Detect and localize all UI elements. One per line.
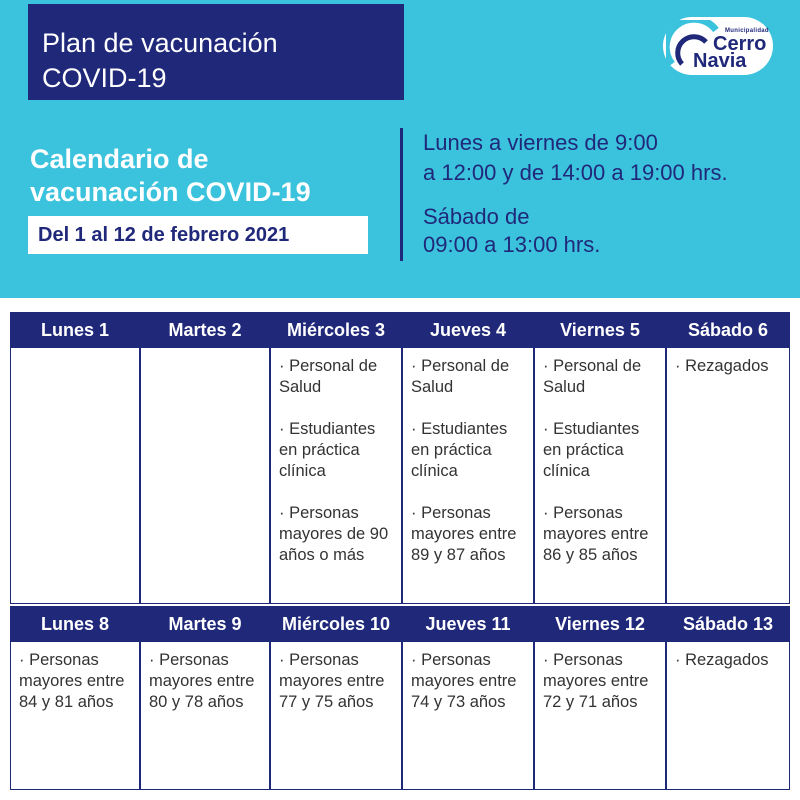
day-cell (402, 642, 534, 790)
page-title-line2: COVID-19 (42, 63, 167, 93)
day-column (140, 312, 270, 790)
day-cell (270, 348, 402, 604)
calendar-title-line1: Calendario de (30, 144, 209, 174)
weekday-hours-line2: a 12:00 y de 14:00 a 19:00 hrs. (423, 160, 728, 185)
day-cell (534, 642, 666, 790)
day-column (666, 312, 790, 790)
day-header: Sábado 6 (666, 312, 790, 348)
schedule-item: · Personas mayores entre 80 y 78 años (149, 651, 255, 711)
day-header: Martes 2 (140, 312, 270, 348)
saturday-hours (423, 203, 600, 259)
schedule-item: · Estudiantes en práctica clínica (279, 420, 376, 480)
saturday-hours-line2: 09:00 a 13:00 hrs. (423, 232, 601, 257)
day-header: Martes 9 (140, 606, 270, 642)
weekday-hours-line1: Lunes a viernes de 9:00 (423, 130, 658, 155)
schedule-item: · Personas mayores entre 84 y 81 años (19, 651, 125, 711)
schedule-item: · Personas mayores entre 77 y 75 años (279, 651, 385, 711)
day-cell (140, 642, 270, 790)
day-header: Lunes 1 (10, 312, 140, 348)
schedule-item: · Personas mayores de 90 años o más (279, 504, 389, 564)
day-cell (10, 348, 140, 604)
schedule-item: · Personal de Salud (543, 357, 642, 396)
day-cell (10, 642, 140, 790)
page-title-box (28, 4, 404, 100)
header-banner (0, 0, 800, 298)
logo-name-line1: Cerro (713, 33, 767, 55)
day-header: Miércoles 10 (270, 606, 402, 642)
logo-name-line2: Navia (693, 50, 747, 72)
day-header: Viernes 5 (534, 312, 666, 348)
day-header: Jueves 11 (402, 606, 534, 642)
day-cell (666, 348, 790, 604)
logo-small-text: Municipalidad (725, 28, 769, 34)
schedule-item: · Rezagados (675, 651, 769, 669)
day-header: Jueves 4 (402, 312, 534, 348)
day-column (534, 312, 666, 790)
day-header: Sábado 13 (666, 606, 790, 642)
calendar-title-line2: vacunación COVID-19 (30, 177, 311, 207)
schedule-item: · Personal de Salud (411, 357, 510, 396)
municipality-logo (663, 17, 773, 75)
day-header: Miércoles 3 (270, 312, 402, 348)
schedule-item: · Estudiantes en práctica clínica (543, 420, 640, 480)
schedule-item: · Personas mayores entre 72 y 71 años (543, 651, 649, 711)
schedule-item: · Personas mayores entre 86 y 85 años (543, 504, 649, 564)
page-title-line1: Plan de vacunación (42, 28, 278, 58)
day-column (270, 312, 402, 790)
schedule-grid (10, 312, 790, 790)
calendar-title (30, 143, 311, 209)
day-header: Viernes 12 (534, 606, 666, 642)
day-cell (534, 348, 666, 604)
saturday-hours-line1: Sábado de (423, 204, 530, 229)
date-range-label: Del 1 al 12 de febrero 2021 (28, 216, 368, 254)
header-divider (400, 128, 403, 261)
day-cell (402, 348, 534, 604)
schedule-item: · Estudiantes en práctica clínica (411, 420, 508, 480)
day-header: Lunes 8 (10, 606, 140, 642)
schedule-item: · Personas mayores entre 74 y 73 años (411, 651, 517, 711)
weekday-hours (423, 128, 728, 188)
day-cell (270, 642, 402, 790)
day-column (10, 312, 140, 790)
day-cell (140, 348, 270, 604)
schedule-item: · Personal de Salud (279, 357, 378, 396)
day-column (402, 312, 534, 790)
schedule-item: · Rezagados (675, 357, 769, 375)
day-cell (666, 642, 790, 790)
schedule-item: · Personas mayores entre 89 y 87 años (411, 504, 517, 564)
